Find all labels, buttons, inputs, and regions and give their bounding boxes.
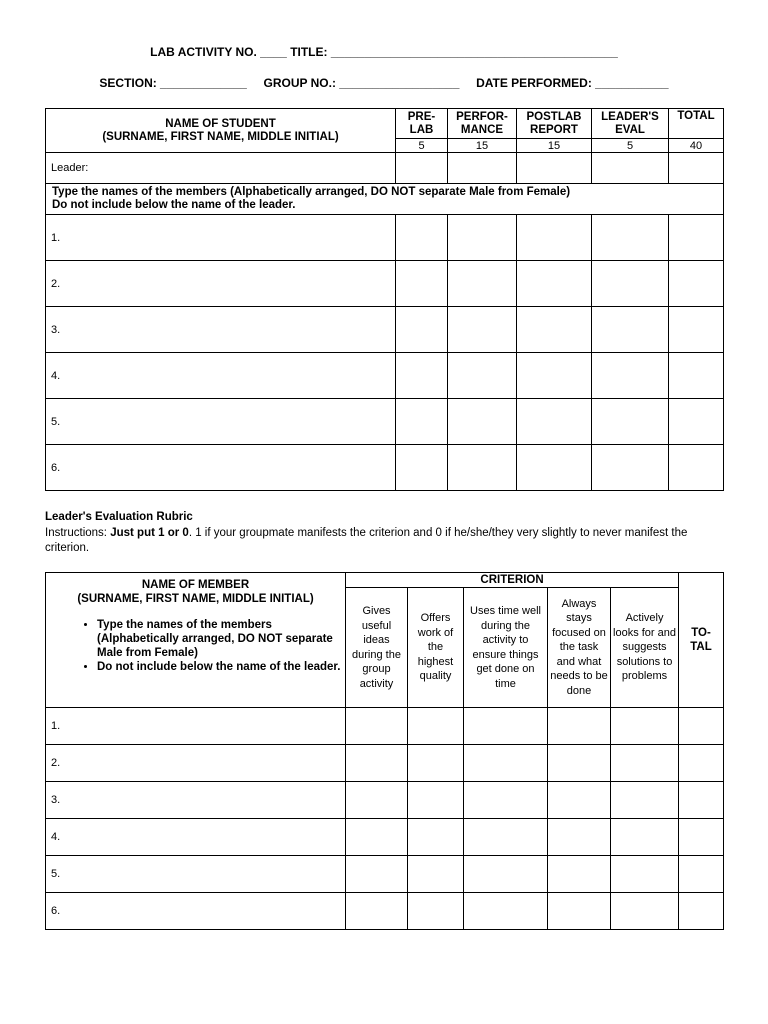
member-name-cell[interactable]: 5.: [46, 399, 396, 445]
table-row: [46, 745, 724, 782]
leader-score-cell[interactable]: [592, 153, 669, 184]
criterion-time-management: Uses time well during the activity to ensure things get done on time: [464, 588, 548, 708]
member-name-cell[interactable]: 4.: [46, 353, 396, 399]
table-row: [46, 819, 724, 856]
performance-header: PERFOR- MANCE: [448, 109, 517, 139]
member-name-cell[interactable]: 4.: [46, 819, 346, 856]
bullet-item: • Type the names of the members (Alphabetically arranged, DO NOT separate Male from Female): [97, 618, 345, 660]
member-name-cell[interactable]: 2.: [46, 745, 346, 782]
member-name-cell[interactable]: 3.: [46, 782, 346, 819]
leader-score-cell[interactable]: [517, 153, 592, 184]
member-name-cell[interactable]: 5.: [46, 856, 346, 893]
total-header: TO- TAL: [679, 573, 724, 708]
leaders-eval-points: 5: [592, 139, 669, 153]
criterion-header: CRITERION: [346, 573, 679, 588]
member-name-cell[interactable]: 6.: [46, 893, 346, 930]
rubric-title: Leader's Evaluation Rubric: [45, 511, 193, 523]
criterion-focus: Always stays focused on the task and what needs to be done: [548, 588, 611, 708]
lab-activity-title-line: LAB ACTIVITY NO. ____ TITLE: ___________________________________________: [150, 45, 618, 59]
leader-score-cell[interactable]: [396, 153, 448, 184]
total-points: 40: [669, 139, 724, 153]
table-row: [46, 353, 724, 399]
total-header: TOTAL: [669, 109, 724, 139]
leaders-eval-header: LEADER'S EVAL: [592, 109, 669, 139]
table-row: [46, 893, 724, 930]
rubric-instructions: Instructions: Just put 1 or 0. 1 if your groupmate manifests the criterion and 0 if he/she/they very slightly to never manifest the criterion.: [45, 527, 688, 554]
table-row: [46, 856, 724, 893]
postlab-points: 15: [517, 139, 592, 153]
member-name-cell[interactable]: 1.: [46, 215, 396, 261]
section-group-date-line: SECTION: _____________ GROUP NO.: __________________ DATE PERFORMED: ___________: [99, 76, 669, 90]
leader-name-cell[interactable]: Leader:: [46, 153, 396, 184]
table-row: [46, 307, 724, 353]
criterion-solutions: Actively looks for and suggests solutions to problems: [611, 588, 679, 708]
table-row: [46, 708, 724, 745]
leader-score-cell[interactable]: [448, 153, 517, 184]
table-row: [46, 261, 724, 307]
member-instructions: Type the names of the members (Alphabetically arranged, DO NOT separate Male from Female) Do not include below the name of the leader.: [46, 184, 724, 215]
postlab-report-header: POSTLAB REPORT: [517, 109, 592, 139]
criterion-quality-work: Offers work of the highest quality: [408, 588, 464, 708]
rubric-table: [45, 572, 724, 930]
prelab-header: PRE- LAB: [396, 109, 448, 139]
name-of-member-header: NAME OF MEMBER (SURNAME, FIRST NAME, MIDDLE INITIAL) • Type the names of the members (Alphabetically arranged, DO NOT separate Male from Female) • Do not include below the name of the leader.: [46, 573, 346, 708]
table-row: [46, 215, 724, 261]
member-name-cell[interactable]: 1.: [46, 708, 346, 745]
member-name-cell[interactable]: 2.: [46, 261, 396, 307]
leader-score-cell[interactable]: [669, 153, 724, 184]
prelab-points: 5: [396, 139, 448, 153]
table-row: [46, 445, 724, 491]
member-name-cell[interactable]: 6.: [46, 445, 396, 491]
table-row: [46, 399, 724, 445]
bullet-item: • Do not include below the name of the leader.: [97, 660, 345, 674]
performance-points: 15: [448, 139, 517, 153]
member-name-cell[interactable]: 3.: [46, 307, 396, 353]
criterion-useful-ideas: Gives useful ideas during the group activity: [346, 588, 408, 708]
name-of-student-header: NAME OF STUDENT (SURNAME, FIRST NAME, MIDDLE INITIAL): [46, 109, 396, 153]
table-row: [46, 782, 724, 819]
grade-table: [45, 108, 724, 491]
